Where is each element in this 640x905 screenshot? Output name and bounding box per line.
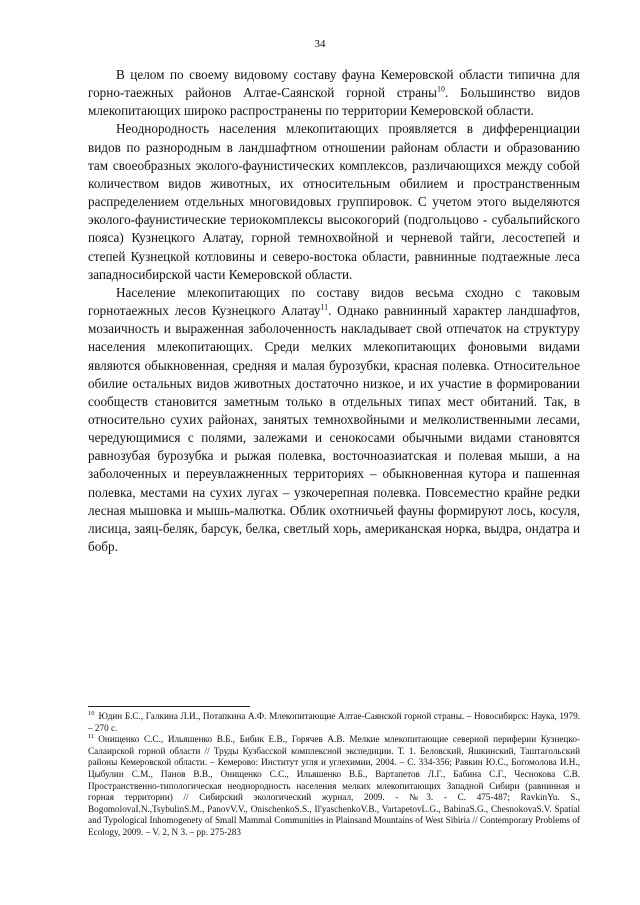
paragraph	[88, 66, 580, 120]
footnotes	[88, 711, 580, 839]
body-text	[88, 66, 580, 556]
footnote-text: Онищенко С.С., Ильяшенко В.Б., Бибик Е.В., Горячев А.В. Мелкие млекопитающие северной периферии Кузнецко-Салаирской горной области // Труды Кузбасской комплексной экспедиции. Т. 1. Беловский, Яшкинский, Таштагольский районы Кемеровской области. – Кемерово: Институт угля и углехимии, 2004. – С. 334-356; Равкин Ю.С., Богомолова И.Н., Цыбулин С.М., Панов В.В., Онищенко С.С., Ильяшенко В.Б., Вартапетов Л.Г., Бабина С.Г., Чеснокова С.В. Пространственно-типологическая неоднородность населения мелких млекопитающих Западной Сибири (равнинная и горная территории) // Сибирский экологический журнал, 2009. - №3. - С. 475-487; RavkinYu. S., BogomolovaI.N.,TsybulinS.M., PanovV.V., OnischenkoS.S., Il'yaschenkoV.B., VartapetovL.G., BabinaS.G., ChesnokovaS.V. Spatial and Typological Inhomogenety of Small Mammal Communities in Plainsand Mountains of West Sibiria // Contemporary Problems of Ecology, 2009. – V. 2, N 3. – pp. 275-283	[88, 734, 580, 837]
page-number: 34	[314, 38, 326, 50]
footnote	[88, 711, 580, 734]
paragraph-text: Население млекопитающих по составу видов весьма сходно с таковым горнотаежных лесов Кузнецкого Алатау	[88, 284, 580, 319]
footnote-ref[interactable]: 11	[320, 302, 329, 312]
paragraph-text: Неоднородность населения млекопитающих проявляется в дифференциации видов по разнородным в ландшафтном отношении районам области и образованию там своеобразных эколого-фаунистических комплексов, различающихся между собой количеством видов животных, их относительным обилием и пространственным распределением отдельных многовидовых группировок. С учетом этого выделяются эколого-фаунистические териокомплексы высокогорий (подгольцово - субальпийского пояса) Кузнецкого Алатау, горной темнохвойной и черневой тайги, лесостепей и степей Кузнецкой котловины и северо-востока области, равнинные подтаежные леса западносибирской части Кемеровской области.	[88, 121, 580, 282]
footnote	[88, 734, 580, 838]
footnote-divider	[88, 706, 250, 707]
paragraph	[88, 284, 580, 556]
paragraph	[88, 120, 580, 283]
footnote-number: 10	[88, 709, 95, 717]
footnote-ref[interactable]: 10	[437, 84, 446, 94]
footnote-text: Юдин Б.С., Галкина Л.И., Потапкина А.Ф. Млекопитающие Алтае-Саянской горной страны. – Новосибирск: Наука, 1979. – 270 с.	[88, 711, 580, 733]
paragraph-text: . Однако равнинный характер ландшафтов, мозаичность и выраженная заболоченность накладывает свой отпечаток на структуру населения млекопитающих. Среди мелких млекопитающих фоновыми видами являются обыкновенная, средняя и малая бурозубки, красная полевка. Относительное обилие остальных видов животных достаточно низкое, и их участие в формировании сообществ становится заметным только в отдельных типах мест обитаний. Так, в относительно сухих районах, занятых темнохвойными и мелколиственными лесами, чередующимися с полями, залежами и сенокосами обычными видами становятся равнозубая бурозубка и рыжая полевка, восточноазиатская и полевая мыши, а на заболоченных и переувлажненных территориях – обыкновенная кутора и пашенная полевка, местами на сухих лугах – узкочерепная полевка. Повсеместно крайне редки лесная мышовка и мышь-малютка. Облик охотничьей фауны формируют лось, косуля, лисица, заяц-беляк, барсук, белка, светлый хорь, американская норка, выдра, ондатра и бобр.	[88, 303, 580, 555]
paragraph-text: В целом по своему видовому составу фауна Кемеровской области типична для горно-таежных районов Алтае-Саянской горной страны	[88, 67, 580, 101]
paragraph-text: . Большинство видов млекопитающих широко распространены по территории Кемеровской области.	[88, 85, 580, 119]
footnote-number: 11	[88, 733, 95, 741]
